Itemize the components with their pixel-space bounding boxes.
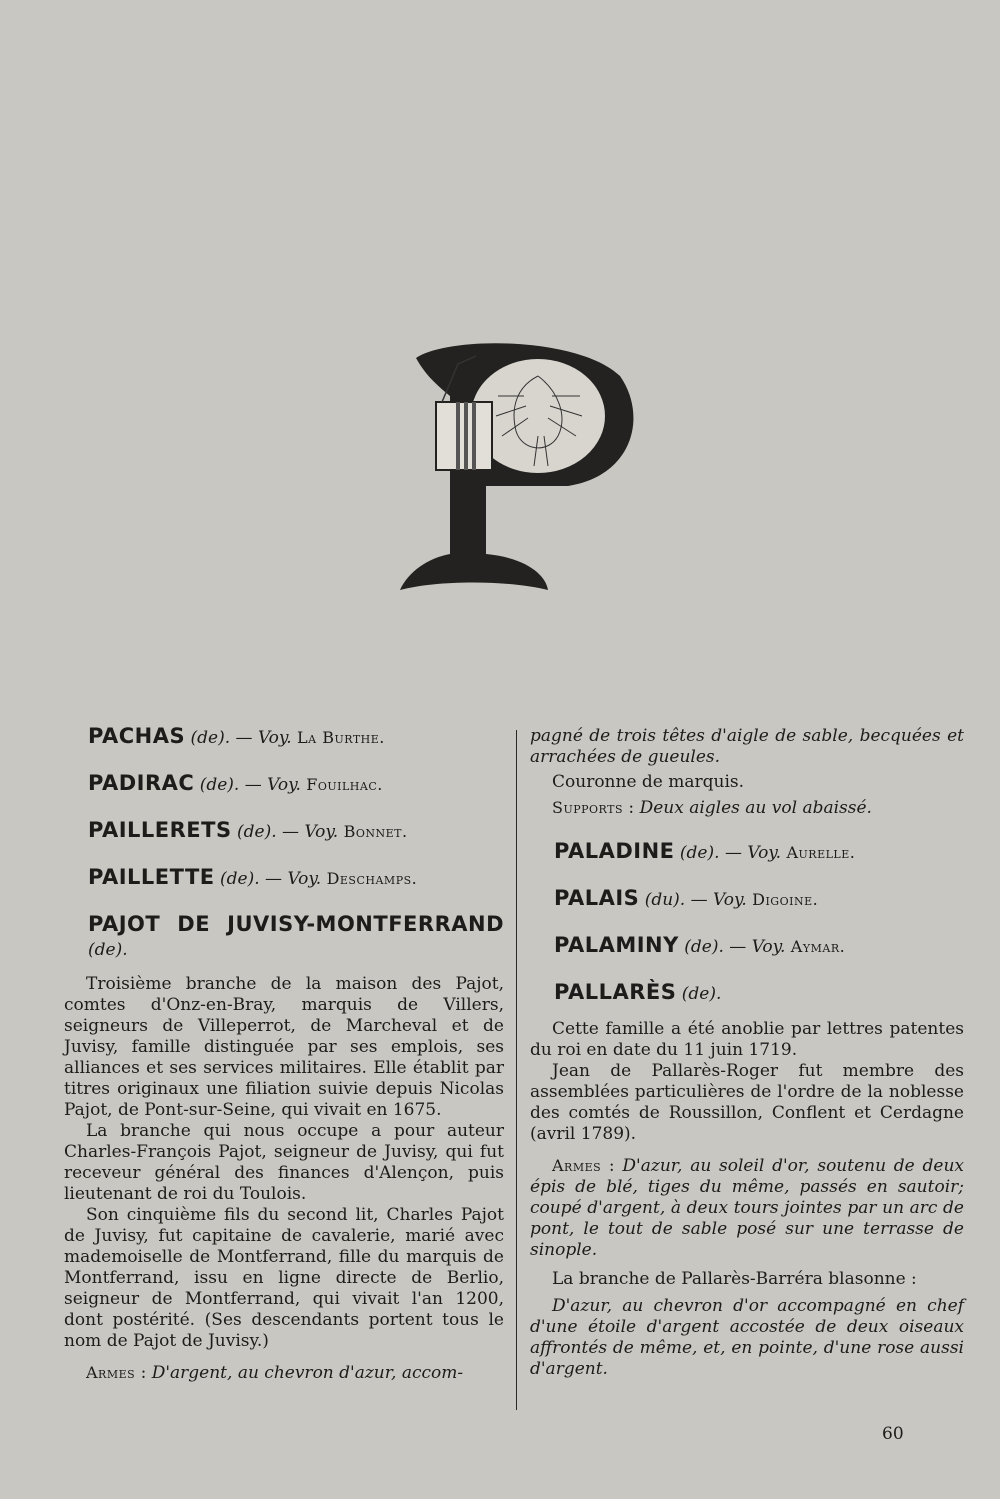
entry-palaminy: PALAMINY (de). — Voy. Aymar. <box>554 933 846 957</box>
entry-palais: PALAIS (du). — Voy. Digoine. <box>554 886 819 910</box>
supports-line: Supports : Deux aigles au vol abaissé. <box>552 798 872 818</box>
armes-pallares: Armes : D'azur, au soleil d'or, soutenu de deux épis de blé, tiges du même, passés en sautoir; coupé d'argent, à deux tours jointes par un arc de pont, le tout de sable posé sur une terrasse de sinople. <box>530 1156 964 1260</box>
paragraph-pajot-2: La branche qui nous occupe a pour auteur Charles-François Pajot, seigneur de Juvisy, qui fut receveur général des finances d'Alençon, puis lieutenant de roi du Toulois. <box>64 1121 504 1204</box>
paragraph-pallares-2: Jean de Pallarès-Roger fut membre des assemblées particulières de l'ordre de la noblesse des comtés de Roussillon, Conflent et Cerdagne (avril 1789). <box>530 1061 964 1144</box>
armes-pajot-continuation: pagné de trois têtes d'aigle de sable, becquées et arrachées de gueules. <box>530 726 964 767</box>
paragraph-pallares-1: Cette famille a été anoblie par lettres patentes du roi en date du 11 juin 1719. <box>530 1019 964 1060</box>
entry-pajot-de-juvisy: PAJOT DE JUVISY-MONTFERRAND (de). <box>88 912 504 960</box>
page-number: 60 <box>882 1424 904 1444</box>
entry-padirac: PADIRAC (de). — Voy. Fouilhac. <box>88 771 383 795</box>
entry-pallares: PALLARÈS (de). <box>554 980 722 1004</box>
column-divider <box>516 730 517 1410</box>
paragraph-pajot-1: Troisième branche de la maison des Pajot, comtes d'Onz-en-Bray, marquis de Villers, seigneurs de Villeperrot, de Marcheval et de Juvisy, famille distinguée par ses emplois, ses alliances et ses services militaires. Elle établit par titres originaux une filiation suivie depuis Nicolas Pajot, de Pont-sur-Seine, qui vivait en 1675. <box>64 974 504 1120</box>
blason-pallares-barrera: D'azur, au chevron d'or accompagné en chef d'une étoile d'argent accostée de deux oiseaux affrontés de même, et, en pointe, d'une rose aussi d'argent. <box>530 1296 964 1379</box>
entry-paillette: PAILLETTE (de). — Voy. Deschamps. <box>88 865 418 889</box>
armes-pajot: Armes : D'argent, au chevron d'azur, accom- <box>86 1363 464 1383</box>
ornamental-initial-p <box>398 336 638 596</box>
entry-pachas: PACHAS (de). — Voy. La Burthe. <box>88 724 385 748</box>
couronne-line: Couronne de marquis. <box>552 772 745 792</box>
paragraph-pajot-3: Son cinquième fils du second lit, Charles Pajot de Juvisy, fut capitaine de cavalerie, marié avec mademoiselle de Montferrand, fille du marquis de Montferrand, issu en ligne directe de Berlio, seigneur de Montferrand, qui vivait l'an 1200, dont postérité. (Ses descendants portent tous le nom de Pajot de Juvisy.) <box>64 1205 504 1351</box>
entry-paillerets: PAILLERETS (de). — Voy. Bonnet. <box>88 818 408 842</box>
left-column <box>64 726 504 1384</box>
entry-paladine: PALADINE (de). — Voy. Aurelle. <box>554 839 856 863</box>
branche-pallares-barrera: La branche de Pallarès-Barréra blasonne : <box>552 1269 917 1289</box>
right-column <box>530 726 964 1380</box>
